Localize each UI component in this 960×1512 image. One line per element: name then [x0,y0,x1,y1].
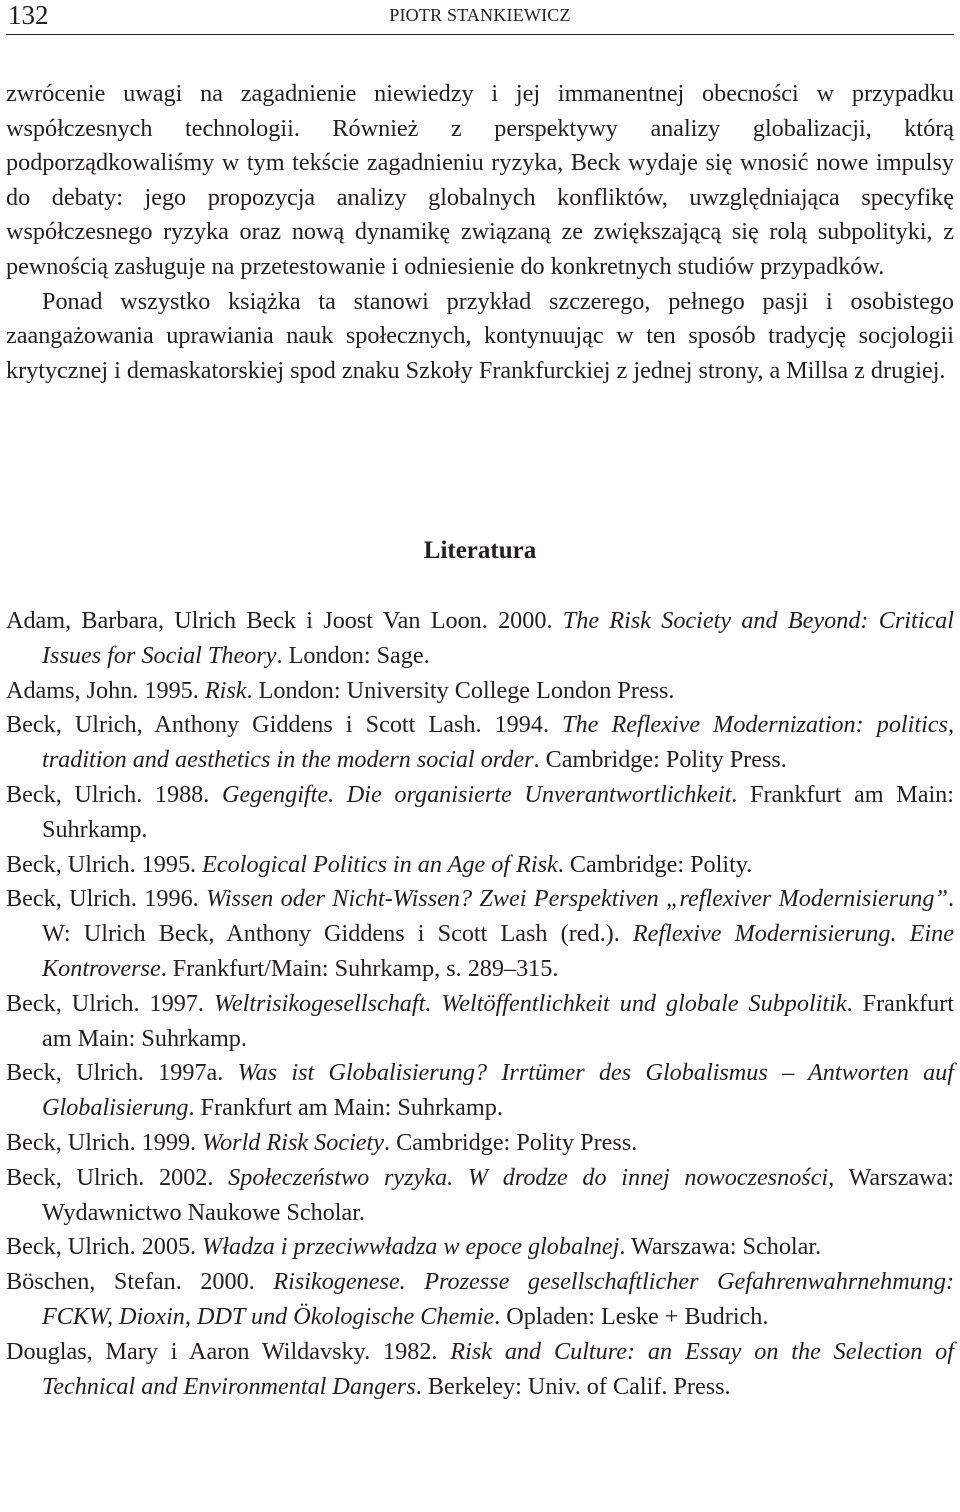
entry-authors: Adam, Barbara, Ulrich Beck i Joost Van Loon. 2000. [6,607,563,634]
entry-title: Ecological Politics in an Age of Risk [202,850,558,878]
entry-publisher: . Frankfurt am Main: Suhrkamp. [42,780,954,843]
entry-publisher: . Cambridge: Polity Press. [383,1128,638,1156]
entry-authors: Beck, Ulrich. 1997. [6,989,214,1017]
bibliography-entry [6,882,954,986]
entry-publisher: , Warszawa: Wydawnictwo Naukowe Scholar. [42,1163,954,1226]
entry-publisher: . Warszawa: Scholar. [619,1233,822,1261]
entry-authors: Beck, Ulrich. 2005. [6,1233,203,1261]
body-text [6,77,954,388]
entry-title: Wissen oder Nicht-Wissen? Zwei Perspektiven „reflexiver Modernisierung” [206,885,948,913]
bibliography-entry [6,674,954,709]
entry-title: World Risk Society [202,1128,384,1156]
entry-publisher: . Cambridge: Polity Press. [533,746,787,774]
bibliography-entry [6,848,954,883]
entry-title: Weltrisikogesellschaft. Weltöffentlichkeit und globale Subpolitik [213,989,847,1017]
entry-publisher: . London: University College London Press. [246,676,675,704]
entry-title: Gegengifte. Die organisierte Unverantwortlichkeit [221,780,732,808]
page-header [6,0,954,35]
entry-authors: Beck, Ulrich. 1988. [6,780,222,808]
entry-authors: Beck, Ulrich. 2002. [6,1163,229,1191]
entry-title: The Reflexive Modernization: politics, tradition and aesthetics in the modern social order [42,711,954,774]
bibliography-entry [6,987,954,1057]
bibliography-entry [6,1265,954,1335]
bibliography-list [6,604,954,1404]
entry-authors: Beck, Ulrich. 1995. [6,850,203,878]
entry-authors: Beck, Ulrich. 1996. [6,885,207,913]
entry-title: Was ist Globalisierung? Irrtümer des Globalismus – Antworten auf Globalisierung [42,1059,954,1122]
body-paragraph-1: zwrócenie uwagi na zagadnienie niewiedzy i jej immanentnej obecności w przypadku współczesnych technologii. Również z perspektywy analizy globalizacji, którą podporządkowaliśmy w tym tekście zagadnieniu ryzyka, Beck wydaje się wnosić nowe impulsy do debaty: jego propozycja analizy globalnych konfliktów, uwzględniająca specyfikę współczesnego ryzyka oraz nową dynamikę związaną ze zwiększającą się rolą subpolityki, z pewnością zasługuje na przetestowanie i odniesienie do konkretnych studiów przypadków. [6,80,954,280]
entry-title: Władza i przeciwwładza w epoce globalnej [202,1233,620,1261]
entry-publisher: . Frankfurt am Main: Suhrkamp. [42,989,954,1052]
entry-title: Risk and Culture: an Essay on the Selection of Technical and Environmental Dangers [42,1337,955,1400]
section-title: Literatura [423,537,537,564]
entry-title: Risk [204,676,247,704]
entry-publisher: . Cambridge: Polity. [557,850,753,878]
entry-title: The Risk Society and Beyond: Critical Issues for Social Theory [42,607,954,669]
entry-authors: Douglas, Mary i Aaron Wildavsky. 1982. [6,1337,451,1365]
entry-publisher: . W: Ulrich Beck, Anthony Giddens i Scott Lash (red.). [42,885,954,948]
entry-title: Risikogenese. Prozesse gesellschaftlicher Gefahrenwahrnehmung: FCKW, Dioxin, DDT und Ökologische Chemie [42,1268,954,1330]
entry-publisher: . Frankfurt am Main: Suhrkamp. [188,1094,503,1122]
page-number: 132 [8,0,49,30]
entry-authors: Beck, Ulrich, Anthony Giddens i Scott Lash. 1994. [6,711,563,739]
entry-authors: Beck, Ulrich. 1999. [6,1128,203,1156]
bibliography-entry [6,1230,954,1265]
bibliography-entry [6,1335,954,1405]
entry-publisher-2: . Frankfurt/Main: Suhrkamp, s. 289–315. [160,954,559,982]
bibliography-entry [6,1056,954,1126]
entry-publisher: . Berkeley: Univ. of Calif. Press. [415,1372,731,1400]
bibliography-entry [6,708,954,778]
bibliography-entry [6,1126,954,1161]
body-paragraph-2: Ponad wszystko książka ta stanowi przykład szczerego, pełnego pasji i osobistego zaangażowania uprawiania nauk społecznych, kontynuując w ten sposób tradycję socjologii krytycznej i demaskatorskiej spod znaku Szkoły Frankfurckiej z jednej strony, a Millsa z drugiej. [6,287,954,384]
entry-authors: Böschen, Stefan. 2000. [6,1268,274,1296]
running-head: PIOTR STANKIEWICZ [389,5,571,25]
entry-authors: Adams, John. 1995. [6,676,205,704]
entry-publisher: . Opladen: Leske + Budrich. [494,1302,769,1330]
bibliography-entry [6,1161,954,1231]
bibliography-entry [6,604,954,674]
entry-authors: Beck, Ulrich. 1997a. [6,1059,238,1087]
bibliography-entry [6,778,954,848]
entry-title: Społeczeństwo ryzyka. W drodze do innej nowoczesności [228,1163,829,1191]
entry-title-2: Reflexive Modernisierung. Eine Kontroverse [42,920,954,982]
entry-publisher: . London: Sage. [276,641,430,669]
